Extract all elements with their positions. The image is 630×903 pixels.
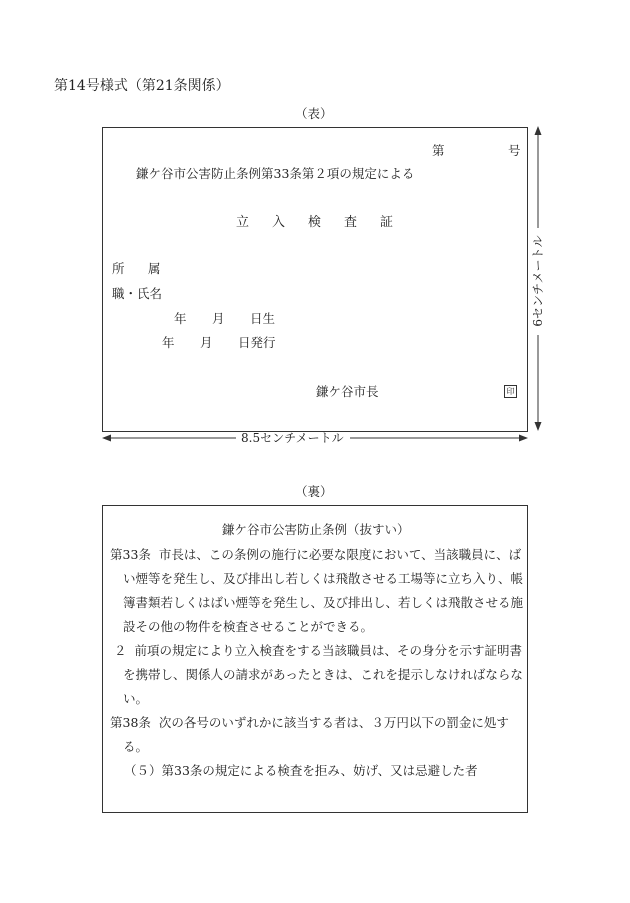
article-38-label: 第38条 [110, 715, 151, 730]
seal-mark [504, 385, 517, 398]
card-title-char: 入 [272, 215, 286, 230]
birth-date: 年 月 日生 [174, 311, 276, 326]
height-dimension-label: 6センチメートル [531, 235, 545, 327]
excerpt-body [110, 543, 523, 783]
legal-basis: 鎌ケ谷市公害防止条例第33条第２項の規定による [136, 166, 415, 181]
article-33-p2-text: 前項の規定により立入検査をする当該職員は、その身分を示す証明書を携帯し、関係人の請求があったときは、これを提示しなければならない。 [123, 643, 523, 706]
card-title [236, 216, 393, 229]
article-33-paragraph-2 [110, 639, 523, 711]
article-38-item-5: （５）第33条の規定による検査を拒み、妨げ、又は忌避した者 [124, 763, 478, 778]
article-33-label: 第33条 [110, 547, 151, 562]
article-33-text: 市長は、この条例の施行に必要な限度において、当該職員に、ばい煙等を発生し、及び排出し若しくは飛散させる工場等に立ち入り、帳簿書類若しくはばい煙等を発生し、及び排出し、若しくは飛散させる施設その他の物件を検査させることができる。 [123, 547, 524, 634]
number-suffix: 号 [508, 143, 521, 158]
article-38 [110, 711, 523, 759]
issue-date: 年 月 日発行 [162, 335, 276, 350]
card-title-char: 検 [308, 215, 322, 230]
card-title-char: 証 [380, 215, 394, 230]
number-prefix: 第 [432, 143, 445, 158]
issuer: 鎌ケ谷市長 [316, 384, 379, 399]
article-33 [110, 543, 523, 639]
article-33-p2-number: ２ [114, 643, 127, 658]
position-name-label: 職・氏名 [112, 286, 163, 301]
card-title-char: 立 [236, 215, 250, 230]
card-title-char: 査 [344, 215, 358, 230]
back-heading: （裏） [295, 484, 333, 499]
back-title: 鎌ケ谷市公害防止条例（抜すい） [222, 522, 410, 537]
affiliation-label: 所 属 [112, 261, 161, 276]
front-heading: （表） [295, 106, 333, 121]
article-38-text: 次の各号のいずれかに該当する者は、３万円以下の罰金に処する。 [123, 715, 509, 754]
width-dimension-label: 8.5センチメートル [241, 431, 344, 445]
seal-label: 印 [506, 387, 515, 396]
form-title: 第14号様式（第21条関係） [54, 78, 230, 94]
